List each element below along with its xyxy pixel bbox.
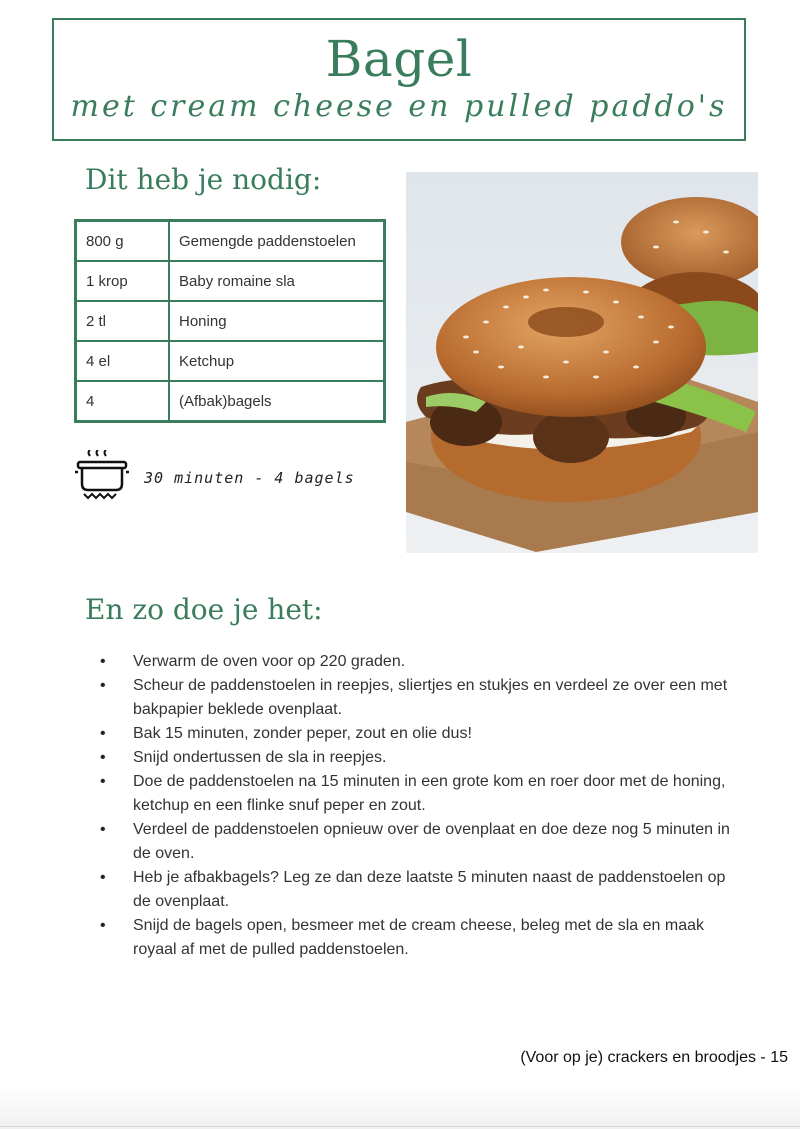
cooking-pot-icon (74, 450, 130, 505)
cook-info-text: 30 minuten - 4 bagels (144, 468, 355, 487)
ingredient-qty: 4 el (76, 341, 170, 381)
table-row (76, 381, 385, 422)
ingredient-name: Ketchup (169, 341, 385, 381)
list-item: • Snijd ondertussen de sla in reepjes. (100, 746, 740, 770)
steps-heading: En zo doe je het: (85, 593, 323, 626)
table-row (76, 221, 385, 262)
list-item: • Bak 15 minuten, zonder peper, zout en olie dus! (100, 722, 740, 746)
list-item: • Scheur de paddenstoelen in reepjes, sliertjes en stukjes en verdeel ze over een met bakpapier beklede ovenplaat. (100, 674, 740, 722)
table-row (76, 261, 385, 301)
title-box (52, 18, 746, 141)
list-item: • Verwarm de oven voor op 220 graden. (100, 650, 740, 674)
list-item: • Verdeel de paddenstoelen opnieuw over de ovenplaat en doe deze nog 5 minuten in de oven. (100, 818, 740, 866)
bagel-photo (406, 172, 758, 553)
page-title: Bagel (325, 30, 473, 88)
table-row (76, 341, 385, 381)
ingredients-heading: Dit heb je nodig: (85, 163, 322, 196)
ingredient-qty: 4 (76, 381, 170, 422)
ingredient-name: Honing (169, 301, 385, 341)
table-row (76, 301, 385, 341)
page-edge-line (0, 1126, 800, 1127)
ingredient-qty: 800 g (76, 221, 170, 262)
ingredients-table (74, 219, 386, 423)
ingredient-qty: 2 tl (76, 301, 170, 341)
page-edge-shadow (0, 1085, 800, 1129)
ingredient-name: Gemengde paddenstoelen (169, 221, 385, 262)
list-item: • Heb je afbakbagels? Leg ze dan deze laatste 5 minuten naast de paddenstoelen op de ovenplaat. (100, 866, 740, 914)
list-item: • Snijd de bagels open, besmeer met de cream cheese, beleg met de sla en maak royaal af met de pulled paddenstoelen. (100, 914, 740, 962)
ingredient-name: (Afbak)bagels (169, 381, 385, 422)
page-footer: (Voor op je) crackers en broodjes - 15 (520, 1049, 788, 1066)
list-item: • Doe de paddenstoelen na 15 minuten in een grote kom en roer door met de honing, ketchup en een flinke snuf peper en zout. (100, 770, 740, 818)
ingredient-name: Baby romaine sla (169, 261, 385, 301)
page-subtitle: met cream cheese en pulled paddo's (70, 89, 728, 124)
ingredient-qty: 1 krop (76, 261, 170, 301)
cook-info (74, 450, 355, 505)
steps-list (100, 650, 740, 962)
